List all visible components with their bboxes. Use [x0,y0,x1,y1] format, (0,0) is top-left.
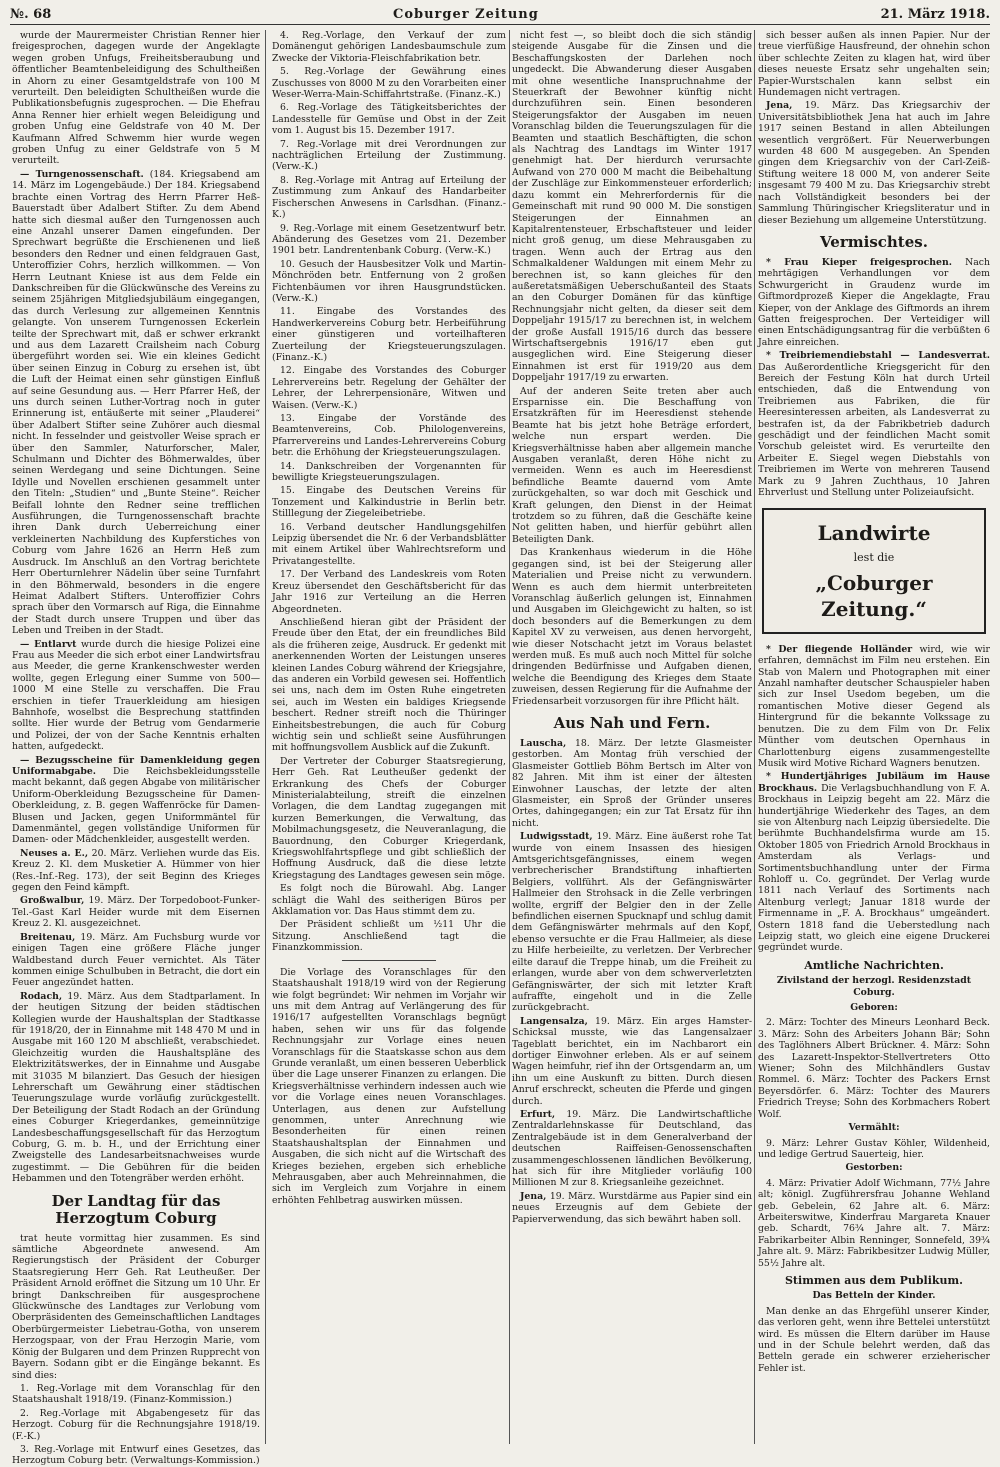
landtag-item: 11. Eingabe des Vorstandes des Handwerkervereins Coburg betr. Herbeiführung einer günstigeren und vorteilhafteren Zuerteilung der Kriegsteuerungszulagen. (Finanz.-K.) [272,306,506,363]
landtag-item: 8. Reg.-Vorlage mit Antrag auf Erteilung der Zustimmung zum Ankauf des Handarbeiter Fischerschen Anwesens in Carlsdhan. (Finanz.-K.) [272,174,506,221]
article-rodach: Rodach, 19. März. Aus dem Stadtparlament. In der heutigen Sitzung der beiden städtischen Kollegien wurde der Haushaltsplan der Stadtkasse für 1918/20, der in Einnahme mit 148 470 M und in Ausgabe mit 160 120 M abschließt, verabschiedet. Gleichzeitig wurden die Haushaltspläne des Elektrizitätswerkes, der in Einnahme und Ausgabe mit 31035 M bilanziert. Das Gesuch der hiesigen Lehrerschaft um Gewährung einer städtischen Teuerungszulage wurde vorläufig zurückgestellt. Der Beteiligung der Stadt Rodach an der Gründung eines Coburger Kriegerdankes, gemeinnützige Landesbeschaffungsgesellschaft für das Herzogtum Coburg, G. m. b. H., und der Errichtung einer Zweigstelle des Landesarbeitsnachweises wurde zugestimmt. — Die Gebühren für die beiden Hebammen und den Totengräber werden erhöht. [12,990,260,1185]
landtag-item: 14. Dankschreiben der Vorgenannten für bewilligte Kriegsteuerungszulagen. [272,460,506,484]
article-text: Der Präsident schließt um ½11 Uhr die Sitzung. Anschließend tagt die Finanzkommission. [272,919,506,954]
landtag-item: 5. Reg.-Vorlage der Gewährung eines Zuschusses von 8000 M zu den Vorarbeiten einer Weser-Werra-Main-Schiffahrtstraße. (Finanz.-K.) [272,66,506,101]
landtag-item: 17. Der Verband des Landeskreis vom Roten Kreuz übersendet den Geschäftsbericht für das Jahr 1916 zur Verteilung an die Herren Abgeordneten. [272,569,506,615]
article-landesverrat: * Treibriemendiebstahl — Landesverrat. Das Außerordentliche Kriegsgericht für den Bereich der Festung Köln hat durch Urteil entschieden, daß die Entwendung von Treibriemen aus Fabriken, die für Heeresinteressen arbeiten, als Landesverrat zu bestrafen ist, da der Fabrikbetrieb dadurch geschädigt und der feindlichen Macht somit Vorschub geleistet wird. Es verurteilte den Arbeiter E. Siegel wegen Diebstahls von Treibriemen im Werte von mehreren Tausend Mark zu 9 Jahren Zuchthaus, 10 Jahren Ehrverlust und Stellung unter Polizeiaufsicht. [758,350,990,499]
geboren-list: 2. März: Tochter des Mineurs Leonhard Beck. 3. März: Sohn des Arbeiters Johann Bär; Sohn des Taglöhners Albert Brückner. 4. März: Sohn des Lazarett-Inspektor-Stellvertreters Otto Wiener; Sohn des Milchhändlers Gustav Rommel. 6. März: Tochter des Packers Ernst Beyersdörfer. 6. März: Tochter des Maurers Friedrich Treyse; Sohn des Korbmachers Robert Wolf. [758,1017,990,1120]
ad-line: Landwirte [817,521,931,546]
landtag-item: 10. Gesuch der Hausbesitzer Volk und Martin-Mönchröden betr. Entfernung von 2 großen Fichtenbäumen vor ihren Hausgrundstücken. (Verw.-K.) [272,258,506,304]
ad-line: „Coburger Zeitung.“ [815,570,933,621]
landtag-item: 16. Verband deutscher Handlungsgehilfen Leipzig übersendet die Nr. 6 der Verbandsblätter mit einem Artikel über Wahlrechtsreform und Privatangestellte. [272,521,506,567]
article-ludwigsstadt: Ludwigsstadt, 19. März. Eine äußerst rohe Tat wurde von einem Insassen des hiesigen Amtsgerichtsgefängnisses, einem wegen verbrecherischer Brandstiftung inhaftierten Belgiers, vollführt. Als der Gefängniswärter Hallmeier den Strohsack in die Zelle verbringen wollte, ergriff der Belgier den in der Zelle befindlichen eisernen Spucknapf und schlug damit dem Gefängniswärter mehrmals auf den Kopf, ebenso versuchte er die Frau Hallmeier, als diese zu Hilfe herbeieilte, zu verletzen. Der Verbrecher eilte darauf die Treppe hinab, um die Freiheit zu erlangen, wurde aber von dem schwerverletzten Gefängniswärter, der sich mit letzter Kraft aufraffte, eingeholt und in die Zelle zurückgebracht. [512,831,752,1014]
geboren-heading: Geboren: [850,1002,898,1014]
article-text: Der Vertreter der Coburger Staatsregierung, Herr Geh. Rat Leutheußer gedenkt der Erkrankung des Chefs der Coburger Ministerialabteilung, streift die einzelnen Vorlagen, die dem Landtag zugegangen mit kurzen Bemerkungen, die Verwaltung, das Mobilmachungsgesetz, die Neuveranlagung, die Bauordnung, den Coburger Kriegerdank, Kriegswohlfahrtspflege und gibt schließlich der Hoffnung Ausdruck, daß die diese letzte Kriegstagung des Landtages gewesen sein möge. [272,755,506,881]
article-entlarvt: — Entlarvt wurde durch die hiesige Polizei eine Frau aus Meeder die sich erbot einer Landwirtsfrau aus Meeder, die gerne Krankenschwester werden wollte, gegen Erlegung einer Summe von 500—1000 M eine Stelle zu verschaffen. Die Frau erschien in tiefer Trauerkleidung am hiesigen Bahnhofe, woselbst die Besprechung stattfinden sollte. Hier wurde der Betrug vom Gendarmerie und Polizei, der von der Sache Kenntnis erhalten hatten, aufgedeckt. [12,638,260,753]
gestorben-list: 4. März: Privatier Adolf Wichmann, 77½ Jahre alt; königl. Zugführersfrau Johanne Wehland geb. Gebelein, 62 Jahre alt. 6. März: Arbeiterswitwe, Kinderfrau Margareta Knauer geb. Schardt, 76¾ Jahre alt. 7. März: Fabrikarbeiter Albin Renninger, Sonnefeld, 39¾ Jahre alt. 9. März: Fabrikbesitzer Ludwig Müller, 55½ Jahre alt. [758,1177,990,1269]
column-4 [758,30,990,1444]
landtag-item: 7. Reg.-Vorlage mit drei Verordnungen zur nachträglichen Erteilung der Zustimmung. (Verw.-K.) [272,138,506,173]
article-breitenau: Breitenau, 19. März. Am Fuchsburg wurde vor einigen Tagen eine größere Fläche junger Waldbestand durch Feuer vernichtet. Als Täter kommen einige Schulbuben in Betracht, die dort ein Feuer angezündet hatten. [12,931,260,989]
vermaehlt-heading: Vermählt: [848,1122,900,1134]
stimmen-headline: Stimmen aus dem Publikum. [784,1273,964,1287]
column-rule [509,30,510,1444]
article-text: Das Krankenhaus wiederum in die Höhe gegangen sind, ist bei der Steigerung aller Materialien und Preise nicht zu verwundern. Wenn es auch dem hiermit unterbreiteten Voranschlag äußerlich gelungen ist, Einnahmen und Ausgaben im Gleichgewicht zu halten, so ist doch besonders auf die Bemerkungen zu dem Kapitel XV zu verweisen, aus denen hervorgeht, wie dieser Notschacht jetzt im Voraus belastet werden muß. Es muß auch noch Mittel für solche dringenden Bedürfnisse und Aufgaben dienen, welche die Beendigung des Krieges dem Staate zuweisen, dessen Regierung für die Aufnahme der Friedensarbeit vorzusorgen für ihre Pflicht hält. [512,547,752,707]
advertisement-box [762,508,986,633]
article-voranschlag: Die Vorlage des Voranschlages für den Staatshaushalt 1918/19 wird von der Regierung wie folgt begründet: Wir nehmen im Vorjahr wir uns mit dem Antrag auf Verlängerung des für 1916/17 aufgestellten Voranschlags begnügt haben, sehen wir uns für das folgende Rechnungsjahr zur Vorlage eines neuen Voranschlags für die Staatskasse schon aus dem Grunde veranlaßt, um einen besseren Ueberblick über die Lage unserer Finanzen zu erlangen. Die Kriegsverhältnisse verhindern indessen auch wie vor die Vorlage eines neuen Voranschlages. Unterlagen, aus denen zur Aufstellung genommen, unter Anrechnung wie Besonderheiten für einen reinen Staatshaushaltsplan der Einnahmen und Ausgaben, die sich nicht auf die Wirtschaft des Krieges beziehen, ergeben sich erhebliche Mehrausgaben, aber auch Mehreinnahmen, die sich im Vergleich zum Vorjahre in einem erhöhten Fehlbetrag auswirken müssen. [272,966,506,1206]
nah-und-fern-headline: Aus Nah und Fern. [553,713,711,732]
article-text: wurde der Maurermeister Christian Renner hier freigesprochen, dagegen wurde der Angeklagte wegen groben Unfugs, Freiheitsberaubung und öffentlicher Beamtenbeleidigung des Schultheißen in Ahorn zu einer Gesamtgeldstrafe von 100 M verurteilt. Den beleidigten Schultheißen wurde die Publikationsbefugnis zugesprochen. — Die Ehefrau Anna Renner hier erhielt wegen Beleidigung und groben Unfug eine Geldstrafe von 40 M. Der Kaufmann Alfred Schwemm hier wurde wegen groben Unfug zu einer Geldstrafe von 5 M verurteilt. [12,30,260,167]
article-text: Es folgt noch die Bürowahl. Abg. Langer schlägt die Wahl des seitherigen Büros per Akklamation vor. Das Haus stimmt dem zu. [272,883,506,918]
article-grosswalbur: Großwalbur, 19. März. Der Torpedoboot-Funker-Tel.-Gast Karl Heider wurde mit dem Eisernen Kreuz 2. Kl. ausgezeichnet. [12,895,260,930]
issue-number: №. 68 [10,6,52,22]
article-neuses: Neuses a. E., 20. März. Verliehen wurde das Eis. Kreuz 2. Kl. dem Musketier A. Hümmer von hier (Res.-Inf.-Reg. 173), der seit Beginn des Krieges gegen den Feind kämpft. [12,847,260,894]
article-turngenossenschaft: — Turngenossenschaft. (184. Kriegsabend am 14. März im Logengebäude.) Der 184. Kriegsabend brachte einen Vortrag des Herrn Pfarrer Heß-Bauerstadt über Adalbert Stifter. Zu dem Abend hatte sich diesmal außer den Turngenossen auch eine Anzahl unserer Damen eingefunden. Der Sprechwart begrüßte die Erschienenen und ließ besonders den Redner und einen feldgrauen Gast, Unteroffizier Cohrs, herzlich willkommen. — Von Herrn Leutnant Kniese ist aus dem Felde ein Dankschreiben für die Glückwünsche des Vereins zu seinem 25jährigen Mitgliedsjubiläum eingegangen, das durch Verlesung zur allgemeinen Kenntnis gelangte. Von unserem Turngenossen Eckerlein teilte der Sprechwart mit, daß er schwer erkrankt und aus dem Lazarett Crailsheim nach Coburg übergeführt worden sei. Wie ein kleines Gedicht über seinen Einzug in Coburg zu ersehen ist, übt die Luft der Heimat einen sehr günstigen Einfluß auf seine Gesundung aus. — Herr Pfarrer Heß, der uns durch seinen Luther-Vortrag noch in guter Erinnerung ist, entäußerte mit seiner „Plauderei“ über Adalbert Stifter seine Zuhörer auch diesmal nicht. In fesselnder und geistvoller Weise sprach er über den Sammler, Naturforscher, Maler, Schulmann und Dichter des Böhmerwaldes, über seinen Werdegang und seine Dichtungen. Seine Idylle und Novellen erschienen gesammelt unter den Titeln: „Studien“ und „Bunte Steine“. Reicher Beifall lohnte den Redner seine trefflichen Ausführungen, die Turngenossenschaft brachte ihren Dank durch Ueberreichung einer verkleinerten Nachbildung des Kupferstiches von Coburg vom Jahre 1626 an Herrn Heß zum Ausdruck. Im Anschluß an den Vortrag berichtete Herr Oberturnlehrer Nädelin über seine Turnfahrt in den Böhmerwald, besonders in die engere Heimat Adalbert Stifters. Unteroffizier Cohrs sprach über den Vormarsch auf Riga, die Einnahme der Stadt durch unsere Truppen und über das Leben und Treiben in der Stadt. [12,168,260,637]
article-brockhaus: * Hundertjähriges Jubiläum im Hause Brockhaus. Die Verlagsbuchhandlung von F. A. Brockhaus in Leipzig begeht am 22. März die hundertjährige Wiederkehr des Tages, an dem sie von Altenburg nach Leipzig übersiedelte. Die berühmte Buchhandelsfirma wurde am 15. Oktober 1805 von Friedrich Arnold Brockhaus in Amsterdam als Verlags- und Sortimentsbuchhandlung unter der Firma Rohloff u. Co. gegründet. Der Verlag wurde 1811 nach Verlauf des Sortiments nach Altenburg verlegt; Januar 1818 wurde der Firmenname in „F. A. Brockhaus“ umgeändert. Ostern 1818 fand die Ueberstedlung nach Leipzig statt, wo gleich eine eigene Druckerei gegründet wurde. [758,771,990,954]
article-text: nicht fest —, so bleibt doch die sich ständig steigende Ausgabe für die Zinsen und die Beschaffungskosten der Darlehen noch ungedeckt. Die Abwanderung dieser Ausgaben mit ohne wesentliche Inanspruchnahme der Steuerkraft der Bewohner künftig nicht durchzuführen sein. Einen besonderen Steigerungsfaktor der Ausgaben im neuen Voranschlag bilden die Teuerungszulagen für die Beamten und staatlich Beschäftigten, die schon als Nachtrag des Landtags im Winter 1917 genehmigt hat. Der hierdurch verursachte Aufwand von 270 000 M macht die Beibehaltung der Zuschläge zur Einkommensteuer erforderlich; dazu kommt ein Mehrerfordernis für die Gemeinschaft mit rund 90 000 M. Die sonstigen Steigerungen der Einnahmen an Kapitalrentensteuer, Erbschaftsteuer und leider nicht groß genug, um diese Mehrausgaben zu tragen. Wenn auch der Ertrag aus den Schmalkaldener Waldungen mit einem Mehr zu berechnen ist, so kann gleiches für den außeretatsmäßigen Ueberschußanteil des Staats an den Coburger Domänen für das künftige Rechnungsjahr nicht gelten, da dieser seit dem Doppeljahr 1915/17 zu berechnen ist, in welchem der große Ausfall 1915/16 durch das bessere Wirtschaftsergebnis 1916/17 eben gut ausgeglichen wird. Eine Steigerung dieser Einnahmen ist erst für 1919/20 aus dem Doppeljahr 1917/19 zu erwarten. [512,30,752,384]
article-betteln: Man denke an das Ehrgefühl unserer Kinder, das verloren geht, wenn ihre Bettelei unterstützt wird. Es müssen die Eltern darüber im Hause und in der Schule belehrt werden, daß das Betteln gerade ein schwerer erzieherischer Fehler ist. [758,1305,990,1374]
landtag-item: 9. Reg.-Vorlage mit einem Gesetzentwurf betr. Abänderung des Gesetzes vom 21. Dezember 1901 betr. Landrentenbank Coburg. (Verw.-K.) [272,222,506,257]
landtag-headline: Der Landtag für das Herzogtum Coburg [51,1191,221,1227]
separator [342,960,436,961]
gestorben-heading: Gestorben: [845,1162,903,1174]
zivilstand-subheading: Zivilstand der herzogl. Residenzstadt Coburg. [776,975,972,998]
article-landtag: trat heute vormittag hier zusammen. Es sind sämtliche Abgeordnete anwesend. Am Regierungstisch der Präsident der Coburger Staatsregierung Herr Geh. Rat Leutheußer. Der Präsident Arnold eröffnet die Sitzung um 10 Uhr. Er bringt Dankschreiben für ausgesprochene Glückwünsche des Landtages zur Verlobung vom Oberpräsidenten des Gemeinschaftlichen Landtages Oberbürgermeister Liebetrau-Gotha, von unserem Herzogspaar, von der Frau Herzogin Marie, vom König der Bulgaren und dem Prinzen Rupprecht von Bayern. Sodann gibt er die Eingänge bekannt. Es sind dies: [12,1232,260,1381]
article-jena-kriegsarchiv: Jena, 19. März. Das Kriegsarchiv der Universitätsbibliothek Jena hat auch im Jahre 1917 seinen Bestand in allen Abteilungen wesentlich vergrößert. Für Neuerwerbungen wurden 48 600 M ausgegeben. An Spenden gingen dem Kriegsarchiv von der Carl-Zeiß-Stiftung weitere 18 000 M, von anderer Seite insgesamt 79 400 M zu. Das Kriegsarchiv strebt nach Vollständigkeit besonders bei der Sammlung Thüringischer Kriegsliteratur und in dieser Beziehung um allgemeine Unterstützung. [758,100,990,226]
paper-title: Coburger Zeitung [393,6,539,22]
article-lauscha: Lauscha, 18. März. Der letzte Glasmeister gestorben. Am Montag früh verschied der Glasmeister Gottlieb Böhm Bertsch im Alter von 82 Jahren. Mit ihm ist einer der ältesten Einwohner Lauschas, der letzte der alten Glasmeister, ein Sproß der Gründer unseres Ortes, dahingegangen; ein zur Tat Ersatz für ihn nicht. [512,737,752,829]
column-1 [12,30,260,1467]
article-text: sich besser außen als innen Papier. Nur der treue vierfüßige Hausfreund, der ohnehin schon über schlechte Zeiten zu klagen hat, wird über dieses neueste Ersatz sehr ungehalten sein; Papier-Wurstschalen kann selbst ein Hundemagen nicht vertragen. [758,30,990,99]
ad-line: lest die [853,551,895,565]
landtag-item: 15. Eingabe des Deutschen Vereins für Tonzement und Kalkindustrie in Berlin betr. Stilllegung der Ziegeleibetriebe. [272,485,506,520]
landtag-item: 3. Reg.-Vorlage mit Entwurf eines Gesetzes, das Herzogtum Coburg betr. (Verwaltungs-Kommission.) [12,1443,260,1467]
stimmen-subheading: Das Betteln der Kinder. [812,1290,936,1302]
landtag-item: 4. Reg.-Vorlage, den Verkauf der zum Domänengut gehörigen Landesbaumschule zum Zwecke der Viktoria-Fleischfabrikation betr. [272,30,506,64]
landtag-item: 13. Eingabe der Vorstände des Beamtenvereins, Cob. Philologenvereins, Pfarrervereins und Landes-Lehrervereins Coburg betr. die Erhöhung der Kriegsteuerungszulagen. [272,413,506,459]
article-text: Anschließend hieran gibt der Präsident der Freude über den Etat, der ein freundliches Bild als die früheren zeige, Ausdruck. Er gedenkt mit anerkennenden Worten der Leistungen unseres kleinen Landes Coburg während der Kriegsjahre, das anderen ein Vorbild gewesen sei. Hoffentlich sei uns, nach dem im Osten Ruhe eingetreten sei, auch im Westen ein baldiges Kriegsende beschert. Redner streift noch die Thüringer Einheitsbestrebungen, die auch für Coburg wichtig sein und schließt seine Ausführungen mit hoffnungsvollem Ausblick auf die Zukunft. [272,616,506,754]
vermaehlt-list: 9. März: Lehrer Gustav Köhler, Wildenheid, und ledige Gertrud Sauerteig, hier. [758,1137,990,1160]
landtag-item: 6. Reg.-Vorlage des Tätigkeitsberichtes der Landesstelle für Gemüse und Obst in der Zeit vom 1. August bis 15. Dezember 1917. [272,102,506,137]
article-kieper: * Frau Kieper freigesprochen. Nach mehrtägigen Verhandlungen vor dem Schwurgericht in Graudenz wurde im Giftmordprozeß Kieper die Angeklagte, Frau Kieper, von der Anklage des Giftmords an ihrem Gatten freigesprochen. Der Verteidiger will einen Entschädigungsantrag für die verbüßten 6 Jahre einreichen. [758,256,990,348]
column-rule [754,30,755,1444]
column-rule [265,30,266,1444]
article-erfurt: Erfurt, 19. März. Die Landwirtschaftliche Zentraldarlehnskasse für Deutschland, das Zentralgebäude ist in dem Generalverband der deutschen Raiffeisen-Genossenschaften zusammengeschlossenen ländlichen Bevölkerung, hat sich für ihre Mitglieder vorläufig 100 Millionen M zur 8. Kriegsanleihe gezeichnet. [512,1108,752,1189]
article-langensalza: Langensalza, 19. März. Ein arges Hamster-Schicksal musste, wie das Langensalzaer Tageblatt berichtet, ein im Nachbarort ein dortiger Einwohner erleben. Als er auf seinem Wagen heimfuhr, rief ihn der Ortsgendarm an, um ihn um eine Auskunft zu bitten. Durch diesen Anruf erschreckt, scheuten die Pferde und gingen durch. [512,1015,752,1107]
article-jena: Jena, 19. März. Wurstdärme aus Papier sind ein neues Erzeugnis auf dem Gebiete der Papierverwendung, das sich bewährt haben soll. [512,1190,752,1225]
vermischtes-headline: Vermischtes. [820,232,928,251]
amtliche-nachrichten-headline: Amtliche Nachrichten. [804,958,944,972]
issue-date: 21. März 1918. [880,6,990,22]
article-bezugsscheine: — Bezugsscheine für Damenkleidung gegen Uniformabgabe. Die Reichsbekleidungsstelle macht bekannt, daß gegen Abgabe von militärischer Uniform-Oberkleidung Bezugsscheine für Damen-Oberkleidung, z. B. gegen Waffenröcke für Damen-Blusen und Jacken, gegen Uniformmäntel für Damenmäntel, gegen vollständige Uniformen für Damen- oder Mädchenkleider, ausgestellt werden. [12,754,260,846]
column-3 [512,30,752,1444]
masthead [10,4,990,25]
landtag-item: 12. Eingabe des Vorstandes des Coburger Lehrervereins betr. Regelung der Gehälter der Lehrer, der Lehrerpensionäre, Witwen und Waisen. (Verw.-K.) [272,365,506,411]
landtag-item: 2. Reg.-Vorlage mit Abgabengesetz für das Herzogt. Coburg für die Rechnungsjahre 1918/19. (F.-K.) [12,1407,260,1442]
column-2 [272,30,506,1444]
landtag-item: 1. Reg.-Vorlage mit dem Voranschlag für den Staatshaushalt 1918/19. (Finanz-Kommission.) [12,1382,260,1406]
article-hollaender: * Der fliegende Holländer wird, wie wir erfahren, demnächst im Film neu erstehen. Ein Stab von Malern und Photographen mit einer Anzahl namhafter deutscher Schauspieler haben sich zur Insel Usedom begeben, um die romantischen Motive dieser Gegend als Hintergrund für die bekannte Volkssage zu benutzen. Die zu dem Film von Dr. Felix Münther vom deutschen Opernhaus in Charlottenburg eigens zusammengestellte Musik wird Motive Richard Wagners benutzen. [758,643,990,769]
article-text: Auf der anderen Seite treten aber auch Ersparnisse ein. Die Beschaffung von Ersatzkräften für im Heeresdienst stehende Beamte hat bis jetzt hohe Beträge erfordert, welche nun erspart werden. Die Kriegsverhältnisse haben aber allgemein manche Ausgaben veranlaßt, deren Höhe nicht zu vermeiden. Wenn es auch im Heeresdienst befindliche Beamte dauernd vom Amte zurückgehalten, so war doch mit Geschick und Kraft gelungen, den Dienst in der Heimat trotzdem so zu führen, daß die Geschäfte keine Not gelitten haben, und hierfür gebührt allen Beteiligten Dank. [512,385,752,545]
